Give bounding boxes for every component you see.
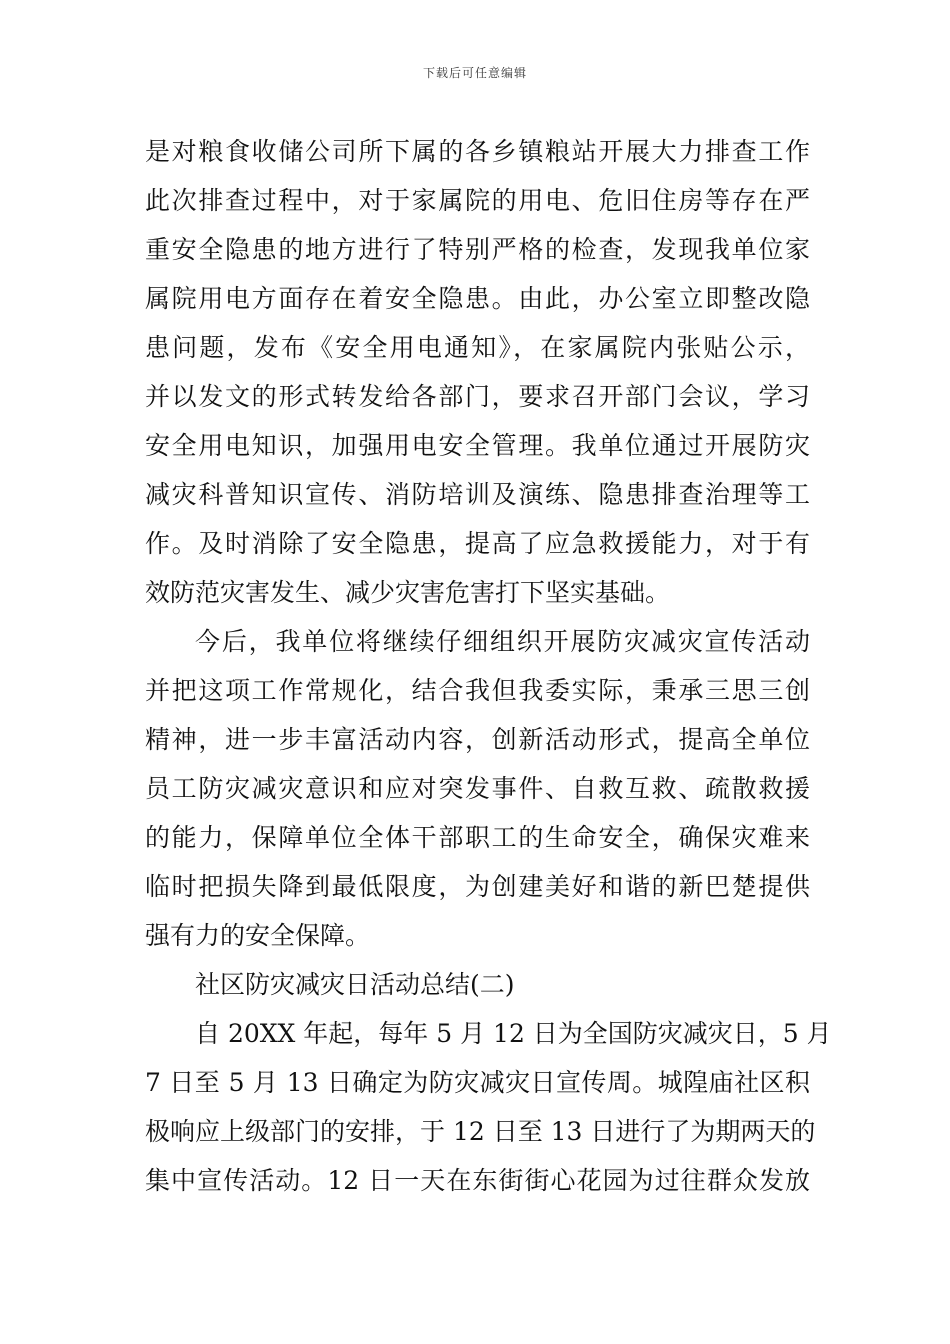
- text-line: 强有力的安全保障。: [145, 921, 371, 950]
- page-header: 下载后可任意编辑: [422, 66, 527, 80]
- section-heading: [145, 960, 810, 1009]
- text-line: 效防范灾害发生、减少灾害危害打下坚实基础。: [145, 578, 671, 607]
- document-body: [145, 127, 832, 1205]
- paragraph-2: [145, 617, 810, 960]
- text-line: 减灾科普知识宣传、消防培训及演练、隐患排查治理等工: [145, 480, 810, 509]
- text-line: 员工防灾减灾意识和应对突发事件、自救互救、疏散救援: [145, 774, 810, 803]
- text-line: 并把这项工作常规化，结合我但我委实际，秉承三思三创: [145, 676, 810, 705]
- heading-line: 社区防灾减灾日活动总结(二): [195, 970, 515, 999]
- text-line: 自 20XX 年起，每年 5 月 12 日为全国防灾减灾日，5 月: [195, 1019, 832, 1048]
- text-line: 7 日至 5 月 13 日确定为防灾减灾日宣传周。城隍庙社区积: [145, 1068, 810, 1097]
- text-line: 今后，我单位将继续仔细组织开展防灾减灾宣传活动: [195, 627, 810, 656]
- text-line: 集中宣传活动。12 日一天在东街街心花园为过往群众发放: [145, 1166, 810, 1195]
- paragraph-1: [145, 127, 810, 617]
- text-line: 临时把损失降到最低限度，为创建美好和谐的新巴楚提供: [145, 872, 810, 901]
- text-line: 是对粮食收储公司所下属的各乡镇粮站开展大力排查工作: [145, 137, 810, 166]
- text-line: 重安全隐患的地方进行了特别严格的检查，发现我单位家: [145, 235, 810, 264]
- paragraph-3: [145, 1009, 832, 1205]
- text-line: 患问题，发布《安全用电通知》，在家属院内张贴公示，: [145, 333, 810, 362]
- text-line: 并以发文的形式转发给各部门，要求召开部门会议，学习: [145, 382, 810, 411]
- text-line: 精神，进一步丰富活动内容，创新活动形式，提高全单位: [145, 725, 810, 754]
- text-line: 此次排查过程中，对于家属院的用电、危旧住房等存在严: [145, 186, 810, 215]
- text-line: 的能力，保障单位全体干部职工的生命安全，确保灾难来: [145, 823, 810, 852]
- text-line: 作。及时消除了安全隐患，提高了应急救援能力，对于有: [145, 529, 810, 558]
- text-line: 属院用电方面存在着安全隐患。由此，办公室立即整改隐: [145, 284, 810, 313]
- text-line: 极响应上级部门的安排，于 12 日至 13 日进行了为期两天的: [145, 1117, 816, 1146]
- text-line: 安全用电知识，加强用电安全管理。我单位通过开展防灾: [145, 431, 810, 460]
